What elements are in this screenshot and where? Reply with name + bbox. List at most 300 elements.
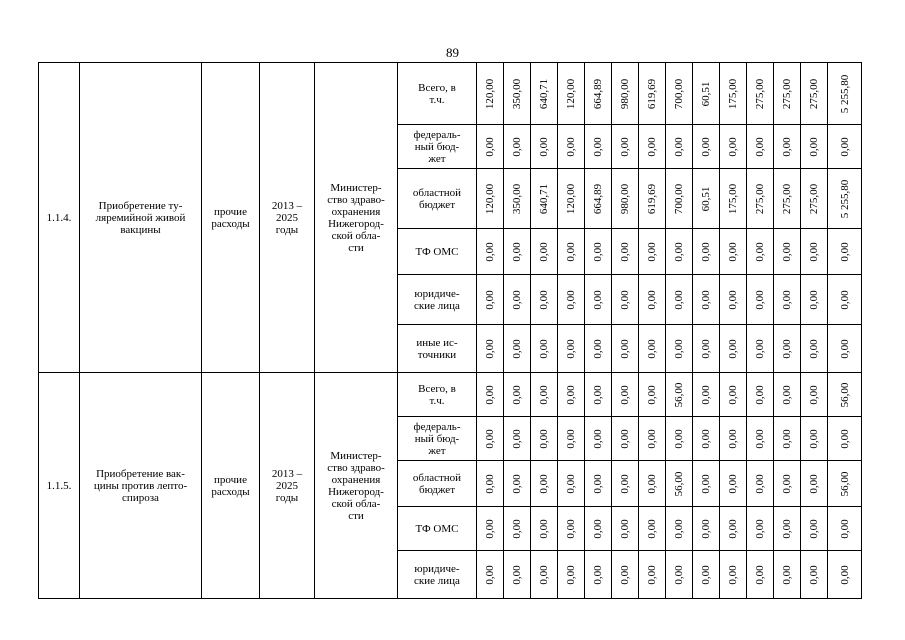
amount-value: 275,00 <box>781 78 793 109</box>
funding-source: ТФ ОМС <box>398 229 477 275</box>
amount-value: 0,00 <box>565 473 577 494</box>
amount-value: 0,00 <box>781 428 793 449</box>
amount-cell <box>639 229 666 275</box>
amount-value: 0,00 <box>592 564 604 585</box>
amount-value: 0,00 <box>646 473 658 494</box>
period: 2013 – 2025 годы <box>260 373 315 599</box>
amount-value: 0,00 <box>484 241 496 262</box>
amount-cell <box>612 373 639 417</box>
amount-value: 980,00 <box>619 78 631 109</box>
amount-value: 0,00 <box>838 338 851 359</box>
amount-cell <box>747 373 774 417</box>
expense-type: прочие расходы <box>202 373 260 599</box>
amount-cell <box>639 461 666 507</box>
amount-value: 0,00 <box>700 241 712 262</box>
amount-cell <box>558 125 585 169</box>
amount-value: 0,00 <box>700 518 712 539</box>
amount-cell <box>639 325 666 373</box>
amount-value: 0,00 <box>673 241 685 262</box>
amount-cell <box>666 169 693 229</box>
amount-value: 664,89 <box>592 78 604 109</box>
amount-value: 0,00 <box>838 241 851 262</box>
amount-cell <box>720 169 747 229</box>
amount-value: 0,00 <box>511 241 523 262</box>
amount-cell <box>558 417 585 461</box>
amount-cell <box>504 507 531 551</box>
amount-value: 0,00 <box>808 338 820 359</box>
amount-value: 0,00 <box>673 518 685 539</box>
amount-value: 980,00 <box>619 183 631 214</box>
amount-value: 0,00 <box>565 338 577 359</box>
amount-value: 0,00 <box>781 564 793 585</box>
amount-value: 56,00 <box>673 382 685 407</box>
amount-cell <box>666 325 693 373</box>
amount-value: 0,00 <box>754 338 766 359</box>
amount-value: 60,51 <box>700 81 712 106</box>
amount-cell <box>612 325 639 373</box>
amount-cell <box>558 275 585 325</box>
amount-value: 0,00 <box>781 384 793 405</box>
amount-value: 0,00 <box>646 564 658 585</box>
budget-table <box>38 62 862 599</box>
amount-cell <box>504 229 531 275</box>
amount-value: 0,00 <box>511 428 523 449</box>
amount-value: 0,00 <box>646 384 658 405</box>
amount-cell <box>828 417 862 461</box>
amount-cell <box>774 417 801 461</box>
amount-value: 0,00 <box>808 564 820 585</box>
amount-value: 0,00 <box>511 136 523 157</box>
amount-cell <box>639 417 666 461</box>
amount-value: 0,00 <box>538 384 550 405</box>
amount-cell <box>612 417 639 461</box>
amount-cell <box>585 325 612 373</box>
amount-cell <box>720 229 747 275</box>
amount-cell <box>828 461 862 507</box>
amount-value: 0,00 <box>538 136 550 157</box>
amount-cell <box>666 275 693 325</box>
funding-source: ТФ ОМС <box>398 507 477 551</box>
amount-cell <box>720 461 747 507</box>
amount-value: 0,00 <box>673 338 685 359</box>
amount-cell <box>558 325 585 373</box>
amount-cell <box>693 461 720 507</box>
amount-value: 0,00 <box>646 518 658 539</box>
amount-cell <box>747 125 774 169</box>
amount-value: 0,00 <box>619 136 631 157</box>
amount-value: 0,00 <box>538 564 550 585</box>
amount-cell <box>612 63 639 125</box>
amount-cell <box>477 461 504 507</box>
table-row <box>39 373 862 417</box>
amount-cell <box>531 507 558 551</box>
funding-source: федераль- ный бюд- жет <box>398 125 477 169</box>
amount-cell <box>585 63 612 125</box>
expense-type: прочие расходы <box>202 63 260 373</box>
amount-cell <box>666 551 693 599</box>
amount-value: 0,00 <box>646 428 658 449</box>
amount-value: 0,00 <box>781 518 793 539</box>
amount-value: 0,00 <box>727 241 739 262</box>
amount-value: 175,00 <box>727 183 739 214</box>
amount-value: 619,69 <box>646 183 658 214</box>
amount-value: 0,00 <box>808 136 820 157</box>
amount-value: 0,00 <box>484 518 496 539</box>
amount-value: 0,00 <box>619 473 631 494</box>
amount-value: 0,00 <box>484 564 496 585</box>
amount-cell <box>585 125 612 169</box>
amount-cell <box>720 125 747 169</box>
amount-value: 0,00 <box>838 518 851 539</box>
amount-value: 60,51 <box>700 186 712 211</box>
amount-cell <box>720 417 747 461</box>
amount-cell <box>801 551 828 599</box>
amount-cell <box>801 417 828 461</box>
amount-value: 0,00 <box>838 136 851 157</box>
amount-value: 0,00 <box>538 338 550 359</box>
amount-cell <box>693 507 720 551</box>
amount-value: 0,00 <box>484 289 496 310</box>
amount-value: 0,00 <box>646 136 658 157</box>
amount-value: 0,00 <box>646 338 658 359</box>
amount-cell <box>558 229 585 275</box>
amount-cell <box>504 373 531 417</box>
amount-value: 664,89 <box>592 183 604 214</box>
amount-value: 0,00 <box>565 384 577 405</box>
amount-value: 640,71 <box>538 183 550 214</box>
amount-cell <box>531 461 558 507</box>
amount-value: 0,00 <box>754 241 766 262</box>
amount-cell <box>477 373 504 417</box>
amount-cell <box>531 417 558 461</box>
amount-value: 275,00 <box>808 78 820 109</box>
amount-value: 0,00 <box>538 518 550 539</box>
amount-cell <box>801 507 828 551</box>
amount-cell <box>558 169 585 229</box>
amount-value: 0,00 <box>538 289 550 310</box>
period: 2013 – 2025 годы <box>260 63 315 373</box>
amount-value: 0,00 <box>565 289 577 310</box>
amount-value: 0,00 <box>808 241 820 262</box>
amount-cell <box>693 169 720 229</box>
amount-cell <box>612 551 639 599</box>
amount-cell <box>531 63 558 125</box>
amount-cell <box>828 63 862 125</box>
amount-value: 0,00 <box>592 518 604 539</box>
amount-value: 0,00 <box>619 428 631 449</box>
amount-cell <box>639 63 666 125</box>
amount-value: 0,00 <box>565 518 577 539</box>
amount-cell <box>747 229 774 275</box>
amount-value: 640,71 <box>538 78 550 109</box>
amount-value: 0,00 <box>592 428 604 449</box>
amount-cell <box>774 125 801 169</box>
amount-cell <box>693 325 720 373</box>
amount-value: 0,00 <box>781 338 793 359</box>
amount-value: 175,00 <box>727 78 739 109</box>
amount-value: 0,00 <box>808 289 820 310</box>
amount-cell <box>639 373 666 417</box>
amount-cell <box>666 417 693 461</box>
amount-value: 0,00 <box>754 136 766 157</box>
amount-value: 0,00 <box>727 338 739 359</box>
amount-value: 0,00 <box>592 473 604 494</box>
amount-cell <box>585 229 612 275</box>
amount-cell <box>531 125 558 169</box>
amount-value: 350,00 <box>511 78 523 109</box>
amount-value: 275,00 <box>808 183 820 214</box>
amount-cell <box>801 229 828 275</box>
amount-value: 0,00 <box>700 136 712 157</box>
amount-cell <box>774 275 801 325</box>
amount-value: 0,00 <box>700 564 712 585</box>
amount-cell <box>504 417 531 461</box>
amount-cell <box>504 63 531 125</box>
amount-cell <box>666 125 693 169</box>
amount-cell <box>774 373 801 417</box>
amount-value: 0,00 <box>808 518 820 539</box>
amount-value: 0,00 <box>781 473 793 494</box>
amount-value: 56,00 <box>673 471 685 496</box>
amount-cell <box>693 275 720 325</box>
funding-source: федераль- ный бюд- жет <box>398 417 477 461</box>
amount-value: 0,00 <box>619 241 631 262</box>
amount-value: 0,00 <box>511 473 523 494</box>
amount-value: 0,00 <box>754 473 766 494</box>
amount-value: 56,00 <box>838 382 851 407</box>
amount-cell <box>747 169 774 229</box>
amount-value: 0,00 <box>727 518 739 539</box>
amount-cell <box>585 169 612 229</box>
amount-value: 0,00 <box>754 289 766 310</box>
amount-cell <box>720 325 747 373</box>
amount-value: 0,00 <box>727 428 739 449</box>
amount-cell <box>477 417 504 461</box>
amount-value: 0,00 <box>781 289 793 310</box>
amount-cell <box>828 125 862 169</box>
amount-value: 0,00 <box>754 518 766 539</box>
amount-cell <box>801 63 828 125</box>
amount-value: 0,00 <box>838 428 851 449</box>
amount-cell <box>477 507 504 551</box>
amount-value: 120,00 <box>484 78 496 109</box>
amount-value: 120,00 <box>565 78 577 109</box>
amount-cell <box>801 275 828 325</box>
amount-cell <box>639 275 666 325</box>
amount-value: 0,00 <box>808 428 820 449</box>
amount-cell <box>612 229 639 275</box>
amount-cell <box>666 229 693 275</box>
amount-value: 0,00 <box>619 564 631 585</box>
section-code: 1.1.4. <box>39 63 80 373</box>
amount-value: 0,00 <box>727 384 739 405</box>
amount-value: 120,00 <box>484 183 496 214</box>
amount-cell <box>747 551 774 599</box>
amount-cell <box>477 275 504 325</box>
amount-cell <box>531 229 558 275</box>
amount-cell <box>477 551 504 599</box>
amount-value: 0,00 <box>700 473 712 494</box>
amount-value: 0,00 <box>484 473 496 494</box>
amount-cell <box>747 417 774 461</box>
amount-cell <box>828 507 862 551</box>
amount-cell <box>531 275 558 325</box>
funding-source: иные ис- точники <box>398 325 477 373</box>
amount-cell <box>693 551 720 599</box>
section-name: Приобретение ту- ляремийной живой вакцины <box>80 63 202 373</box>
amount-cell <box>585 417 612 461</box>
amount-cell <box>504 325 531 373</box>
amount-value: 0,00 <box>781 241 793 262</box>
amount-cell <box>828 373 862 417</box>
amount-value: 0,00 <box>511 289 523 310</box>
amount-cell <box>504 169 531 229</box>
funding-source: Всего, в т.ч. <box>398 63 477 125</box>
amount-value: 700,00 <box>673 78 685 109</box>
amount-value: 0,00 <box>511 338 523 359</box>
amount-cell <box>747 325 774 373</box>
amount-cell <box>477 125 504 169</box>
amount-cell <box>639 507 666 551</box>
amount-value: 0,00 <box>727 289 739 310</box>
amount-cell <box>747 275 774 325</box>
funding-source: юридиче- ские лица <box>398 275 477 325</box>
amount-cell <box>828 229 862 275</box>
amount-cell <box>558 373 585 417</box>
amount-value: 0,00 <box>700 338 712 359</box>
amount-value: 0,00 <box>673 564 685 585</box>
amount-value: 0,00 <box>592 384 604 405</box>
amount-cell <box>531 325 558 373</box>
amount-cell <box>612 125 639 169</box>
amount-value: 120,00 <box>565 183 577 214</box>
amount-value: 0,00 <box>838 289 851 310</box>
amount-cell <box>774 507 801 551</box>
amount-cell <box>828 275 862 325</box>
amount-cell <box>558 461 585 507</box>
amount-value: 0,00 <box>673 289 685 310</box>
amount-value: 5 255,80 <box>838 74 851 113</box>
amount-cell <box>504 551 531 599</box>
amount-value: 5 255,80 <box>838 179 851 218</box>
amount-cell <box>801 125 828 169</box>
amount-cell <box>693 373 720 417</box>
amount-value: 275,00 <box>754 78 766 109</box>
amount-cell <box>585 275 612 325</box>
amount-value: 0,00 <box>700 428 712 449</box>
amount-value: 0,00 <box>727 473 739 494</box>
page-number: 89 <box>446 45 459 60</box>
amount-value: 0,00 <box>592 338 604 359</box>
executor: Министер- ство здраво- охранения Нижегород- ской обла- сти <box>315 63 398 373</box>
table-row <box>39 63 862 125</box>
amount-value: 350,00 <box>511 183 523 214</box>
amount-value: 0,00 <box>673 136 685 157</box>
amount-value: 700,00 <box>673 183 685 214</box>
amount-cell <box>828 551 862 599</box>
amount-cell <box>585 507 612 551</box>
amount-cell <box>666 507 693 551</box>
amount-cell <box>774 325 801 373</box>
funding-source: областной бюджет <box>398 461 477 507</box>
funding-source: юридиче- ские лица <box>398 551 477 599</box>
amount-cell <box>612 461 639 507</box>
amount-cell <box>477 229 504 275</box>
amount-value: 0,00 <box>565 428 577 449</box>
amount-cell <box>747 63 774 125</box>
amount-cell <box>693 125 720 169</box>
amount-value: 0,00 <box>808 384 820 405</box>
amount-value: 0,00 <box>565 136 577 157</box>
amount-cell <box>693 229 720 275</box>
funding-source: Всего, в т.ч. <box>398 373 477 417</box>
amount-cell <box>531 551 558 599</box>
amount-cell <box>477 169 504 229</box>
amount-cell <box>666 373 693 417</box>
amount-cell <box>639 169 666 229</box>
amount-value: 0,00 <box>754 384 766 405</box>
amount-cell <box>585 461 612 507</box>
amount-value: 0,00 <box>619 384 631 405</box>
amount-cell <box>612 507 639 551</box>
amount-value: 0,00 <box>511 384 523 405</box>
amount-cell <box>693 63 720 125</box>
amount-value: 275,00 <box>754 183 766 214</box>
amount-cell <box>558 63 585 125</box>
amount-value: 0,00 <box>484 428 496 449</box>
amount-cell <box>504 275 531 325</box>
amount-value: 0,00 <box>511 564 523 585</box>
section-name: Приобретение вак- цины против лепто- спироза <box>80 373 202 599</box>
amount-value: 0,00 <box>538 428 550 449</box>
amount-cell <box>639 125 666 169</box>
amount-value: 0,00 <box>808 473 820 494</box>
amount-value: 0,00 <box>619 518 631 539</box>
amount-value: 0,00 <box>700 384 712 405</box>
amount-cell <box>747 461 774 507</box>
amount-value: 0,00 <box>592 241 604 262</box>
amount-value: 0,00 <box>673 428 685 449</box>
amount-value: 0,00 <box>646 241 658 262</box>
amount-cell <box>774 169 801 229</box>
amount-cell <box>504 461 531 507</box>
amount-cell <box>504 125 531 169</box>
amount-value: 0,00 <box>484 338 496 359</box>
amount-value: 0,00 <box>700 289 712 310</box>
amount-value: 0,00 <box>565 564 577 585</box>
amount-cell <box>774 551 801 599</box>
amount-cell <box>720 507 747 551</box>
amount-value: 56,00 <box>838 471 851 496</box>
amount-value: 0,00 <box>727 564 739 585</box>
amount-cell <box>558 551 585 599</box>
amount-value: 0,00 <box>484 384 496 405</box>
amount-value: 0,00 <box>727 136 739 157</box>
amount-cell <box>774 63 801 125</box>
section-code: 1.1.5. <box>39 373 80 599</box>
amount-value: 0,00 <box>565 241 577 262</box>
amount-cell <box>720 551 747 599</box>
amount-cell <box>531 169 558 229</box>
amount-value: 0,00 <box>538 241 550 262</box>
amount-cell <box>747 507 774 551</box>
amount-value: 275,00 <box>781 183 793 214</box>
amount-cell <box>801 325 828 373</box>
amount-cell <box>693 417 720 461</box>
amount-value: 0,00 <box>592 289 604 310</box>
amount-cell <box>774 229 801 275</box>
amount-cell <box>774 461 801 507</box>
